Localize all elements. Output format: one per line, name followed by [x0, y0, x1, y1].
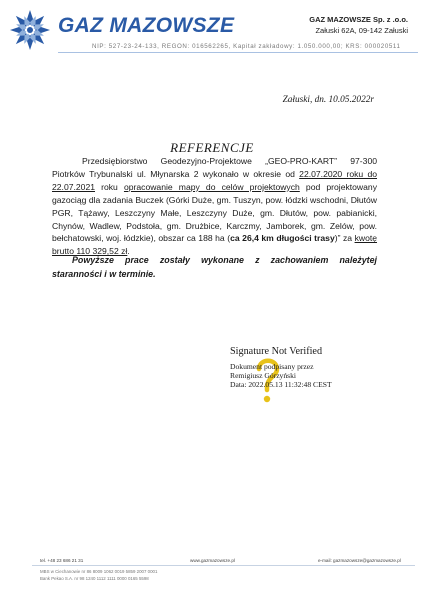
logo-wordmark: GAZ MAZOWSZE	[58, 14, 235, 37]
registration-line: NIP: 527-23-24-133, REGON: 016562265, Kapitał zakładowy: 1.050.000,00; KRS: 000020511	[92, 43, 401, 50]
signature-signed-by-label: Dokument podpisany przez	[230, 362, 314, 371]
letter-date: Załuski, dn. 10.05.2022r	[282, 95, 374, 105]
footer-phone: tel. +48 23 686 21 31	[40, 558, 84, 563]
closing-text: Powyższe prace zostały wykonane z zachowaniem należytej staranności i w terminie.	[52, 255, 377, 279]
footer-website: www.gazmazowsze.pl	[190, 558, 235, 563]
body-text-2: roku	[95, 181, 124, 192]
closing-statement	[52, 254, 377, 281]
company-name: GAZ MAZOWSZE Sp. z .o.o.	[309, 15, 408, 24]
header-divider	[58, 52, 418, 53]
route-length: ca 26,4 km długości trasy	[230, 233, 335, 244]
footer-bank-account-2: Bank Pekao S.A. nr 98 1240 1112 1111 0000 0165 5598	[40, 576, 149, 581]
footer-divider	[32, 565, 415, 566]
signature-date: Data: 2022.05.13 11:32:48 CEST	[230, 380, 332, 389]
company-logo-icon	[8, 8, 52, 52]
footer-bank-account-1: MBS w Ciechanowie nr 86 8009 1062 0019 5859 2007 0001	[40, 569, 158, 574]
signature-status: Signature Not Verified	[230, 346, 323, 357]
signature-signer-name: Remigiusz Górzyński	[230, 371, 297, 380]
letter-title: REFERENCJE	[170, 140, 254, 155]
work-description: opracowanie mapy do celów projektowych	[123, 181, 300, 192]
footer-email: e-mail: gazmazowsze@gazmazowsze.pl	[318, 558, 401, 563]
body-text-4: )” za	[334, 233, 355, 244]
body-text-1: Przedsiębiorstwo Geodezyjno-Projektowe „GEO-PRO-KART” 97-300 Piotrków Trybunalski ul. Młynarska 2 wykonało w okresie od	[52, 156, 377, 179]
company-address: Załuski 62A, 09-142 Załuski	[315, 26, 408, 35]
body-text-5: .	[127, 246, 130, 257]
body-paragraph	[52, 155, 377, 258]
body-text-3: pod projektowany gazociąg dla zadania Buczek (Górki Duże, gm. Tuszyn, pow. łódzki wschodni, Dłutów PGR, Tążawy, Leszczyny Małe, Leszczyny Duże, gm. Dłutów, pow. pabianicki, Chynów, Wadlew, Podstoła, gm. Drużbice, Karczmy, Jamborek, gm. Zelów, pow. bełchatowski, woj. łódzkie), obszar ca 188 ha (	[52, 181, 377, 244]
gross-amount: kwotę brutto 110 329,52 zł	[52, 233, 378, 257]
period-dates: 22.07.2020 roku do 22.07.2021	[52, 168, 378, 192]
